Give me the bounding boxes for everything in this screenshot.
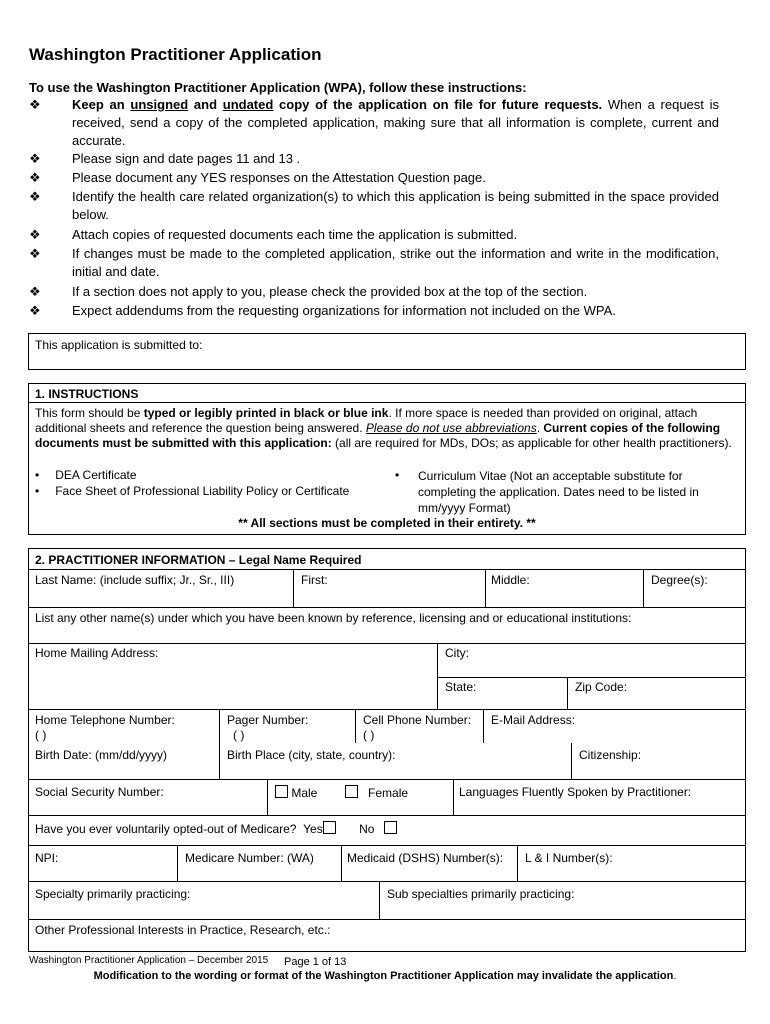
female-checkbox[interactable]	[345, 785, 358, 798]
diamond-bullet-icon: ❖	[29, 189, 41, 204]
npi-field[interactable]: NPI:	[35, 851, 59, 865]
doc-bullet-dea: • DEA Certificate	[35, 468, 137, 482]
section-instructions	[28, 383, 746, 535]
section-practitioner-info	[28, 548, 746, 952]
instructions-intro: To use the Washington Practitioner Application (WPA), follow these instructions:	[29, 80, 527, 95]
diamond-bullet-icon: ❖	[29, 303, 41, 318]
home-phone-field[interactable]: Home Telephone Number:	[35, 713, 175, 727]
all-sections-note: ** All sections must be completed in their entirety. **	[238, 516, 536, 530]
submitted-to-field[interactable]	[28, 333, 746, 370]
email-field[interactable]: E-Mail Address:	[491, 713, 576, 727]
cell-phone-field[interactable]: Cell Phone Number:	[363, 713, 472, 727]
medicare-number-field[interactable]: Medicare Number: (WA)	[185, 851, 314, 865]
medicare-optout-question: Have you ever voluntarily opted-out of Medicare? Yes No	[35, 821, 397, 836]
other-interests-field[interactable]: Other Professional Interests in Practice, Research, etc.:	[35, 923, 331, 937]
female-option: Female	[345, 785, 408, 800]
male-checkbox[interactable]	[275, 785, 288, 798]
first-name-field[interactable]: First:	[301, 573, 328, 587]
citizenship-field[interactable]: Citizenship:	[579, 748, 642, 762]
yes-checkbox[interactable]	[323, 821, 336, 834]
middle-name-field[interactable]: Middle:	[491, 573, 530, 587]
male-option: Male	[275, 785, 317, 800]
pager-field[interactable]: Pager Number:	[227, 713, 309, 727]
doc-bullet-dot: •	[395, 468, 400, 482]
home-address-field[interactable]: Home Mailing Address:	[35, 646, 159, 660]
degrees-field[interactable]: Degree(s):	[651, 573, 708, 587]
diamond-bullet-icon: ❖	[29, 151, 41, 166]
zip-field[interactable]: Zip Code:	[575, 680, 628, 694]
phone-area-code: ( )	[35, 728, 47, 742]
no-checkbox[interactable]	[384, 821, 397, 834]
diamond-bullet-icon: ❖	[29, 97, 41, 112]
state-field[interactable]: State:	[445, 680, 477, 694]
instruction-bullet: ❖ Keep an unsigned and undated copy of the application on file for future requests. When a request is received, send a copy of the completed application, making sure that all information is complete, current and accurate.	[29, 97, 719, 148]
languages-field[interactable]: Languages Fluently Spoken by Practitioner:	[459, 785, 692, 799]
birth-date-field[interactable]: Birth Date: (mm/dd/yyyy)	[35, 748, 168, 762]
diamond-bullet-icon: ❖	[29, 227, 41, 242]
footer-warning: Modification to the wording or format of the Washington Practitioner Application may invalidate the application.	[93, 970, 677, 982]
form-version: Washington Practitioner Application – December 2015	[29, 955, 269, 966]
diamond-bullet-icon: ❖	[29, 246, 41, 261]
section-heading: 2. PRACTITIONER INFORMATION – Legal Name Required	[35, 553, 362, 567]
city-field[interactable]: City:	[445, 646, 469, 660]
other-names-field[interactable]: List any other name(s) under which you have been known by reference, licensing and or educational institutions:	[35, 611, 632, 625]
cell-area-code: ( )	[363, 728, 375, 742]
section-heading: 1. INSTRUCTIONS	[35, 387, 139, 401]
doc-bullet-cv: Curriculum Vitae (Not an acceptable substitute for completing the application. Dates need to be listed in mm/yyyy Format)	[418, 469, 699, 515]
sub-specialty-field[interactable]: Sub specialties primarily practicing:	[387, 887, 575, 901]
diamond-bullet-icon: ❖	[29, 170, 41, 185]
medicaid-number-field[interactable]: Medicaid (DSHS) Number(s):	[347, 851, 504, 865]
instructions-paragraph: This form should be typed or legibly printed in black or blue ink. If more space is needed than provided on original, attach additional sheets and reference the question being answered. Please do not use abbreviations. Current copies of the following documents must be submitted with this application: (all are required for MDs, DOs; as applicable for other health practitioners).	[35, 406, 732, 450]
submitted-to-label: This application is submitted to:	[35, 338, 203, 352]
pager-area-code: ( )	[233, 728, 245, 742]
page-title: Washington Practitioner Application	[29, 45, 322, 64]
doc-bullet-face-sheet: • Face Sheet of Professional Liability Policy or Certificate	[35, 484, 350, 498]
li-number-field[interactable]: L & I Number(s):	[525, 851, 613, 865]
diamond-bullet-icon: ❖	[29, 284, 41, 299]
specialty-field[interactable]: Specialty primarily practicing:	[35, 887, 191, 901]
last-name-field[interactable]: Last Name: (include suffix; Jr., Sr., III)	[35, 573, 235, 587]
page-number: Page 1 of 13	[284, 956, 347, 968]
ssn-field[interactable]: Social Security Number:	[35, 785, 164, 799]
birth-place-field[interactable]: Birth Place (city, state, country):	[227, 748, 396, 762]
